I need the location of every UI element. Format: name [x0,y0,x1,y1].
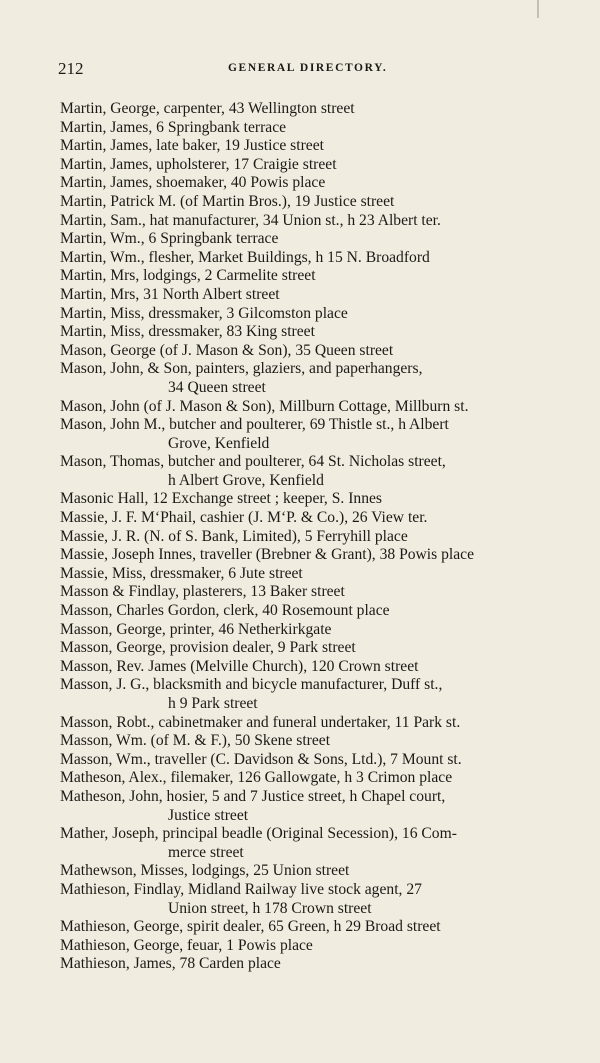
directory-entry [60,658,565,677]
entry-text: Martin, James, late baker, 19 Justice street [60,137,324,155]
directory-entry [60,267,565,286]
entry-text: Mathieson, Findlay, Midland Railway live stock agent, 27 [60,880,422,898]
entry-text: Massie, J. F. M‘Phail, cashier (J. M‘P. & Co.), 26 View ter. [60,509,428,527]
entry-text: Martin, James, upholsterer, 17 Craigie street [60,155,337,173]
directory-entry [60,639,565,658]
directory-entry [60,398,565,417]
directory-entry [60,490,565,509]
entry-text: Martin, Wm., 6 Springbank terrace [60,230,279,248]
page-header [58,59,563,81]
paper-mark [537,0,539,18]
directory-entry [60,323,565,342]
entry-text: Masson, George, printer, 46 Netherkirkgate [60,620,332,638]
directory-entry [60,751,565,770]
entry-text: Masson, Charles Gordon, clerk, 40 Rosemount place [60,602,390,620]
directory-entry [60,732,565,751]
directory-entry [60,249,565,268]
entry-text: Masson & Findlay, plasterers, 13 Baker street [60,583,345,601]
page-number: 212 [58,59,84,78]
entry-text: Matheson, Alex., filemaker, 126 Gallowgate, h 3 Crimon place [60,769,453,787]
entry-text: Massie, Joseph Innes, traveller (Brebner & Grant), 38 Powis place [60,546,474,564]
entry-text: Masson, Wm. (of M. & F.), 50 Skene street [60,732,331,750]
entry-continuation: Grove, Kenfield [168,434,270,452]
directory-entry [60,769,565,788]
directory-entry [60,676,565,713]
directory-entry [60,156,565,175]
entry-text: Martin, Wm., flesher, Market Buildings, h 15 N. Broadford [60,248,430,266]
directory-entry [60,881,565,918]
directory-entry [60,305,565,324]
entry-text: Martin, Miss, dressmaker, 83 King street [60,323,315,341]
entry-text: Mason, John, & Son, painters, glaziers, and paperhangers, [60,360,423,378]
entry-text: Masonic Hall, 12 Exchange street ; keeper, S. Innes [60,490,382,508]
directory-entry [60,825,565,862]
entry-continuation: h Albert Grove, Kenfield [168,471,324,489]
entry-text: Massie, J. R. (N. of S. Bank, Limited), 5 Ferryhill place [60,527,408,545]
entry-text: Mathieson, George, feuar, 1 Powis place [60,936,313,954]
directory-entry [60,955,565,974]
directory-entry [60,193,565,212]
directory-entry [60,621,565,640]
entry-text: Masson, George, provision dealer, 9 Park street [60,639,356,657]
entry-text: Mason, Thomas, butcher and poulterer, 64 St. Nicholas street, [60,453,446,471]
entry-continuation: Justice street [168,806,249,824]
entry-text: Mather, Joseph, principal beadle (Original Secession), 16 Com- [60,825,457,843]
entry-text: Matheson, John, hosier, 5 and 7 Justice street, h Chapel court, [60,787,446,805]
directory-entry [60,528,565,547]
directory-entry [60,862,565,881]
directory-entry [60,360,565,397]
entry-text: Massie, Miss, dressmaker, 6 Jute street [60,564,303,582]
directory-entry [60,509,565,528]
directory-entry [60,918,565,937]
entry-text: Masson, Wm., traveller (C. Davidson & Sons, Ltd.), 7 Mount st. [60,750,462,768]
directory-entry [60,416,565,453]
entry-text: Martin, Mrs, 31 North Albert street [60,285,280,303]
entry-text: Martin, Mrs, lodgings, 2 Carmelite street [60,267,316,285]
directory-entry [60,453,565,490]
entry-continuation: 34 Queen street [168,378,266,396]
directory-entry [60,583,565,602]
directory-entries [60,100,565,974]
entry-continuation: merce street [168,843,244,861]
directory-entry [60,546,565,565]
entry-text: Mathieson, George, spirit dealer, 65 Green, h 29 Broad street [60,918,441,936]
directory-entry [60,602,565,621]
entry-continuation: Union street, h 178 Crown street [168,899,372,917]
entry-text: Martin, James, shoemaker, 40 Powis place [60,174,326,192]
running-title: GENERAL DIRECTORY. [228,62,388,74]
entry-text: Martin, Miss, dressmaker, 3 Gilcomston place [60,304,348,322]
directory-entry [60,230,565,249]
entry-continuation: h 9 Park street [168,695,258,712]
directory-entry [60,342,565,361]
entry-text: Mason, George (of J. Mason & Son), 35 Queen street [60,341,394,359]
entry-text: Masson, Robt., cabinetmaker and funeral undertaker, 11 Park st. [60,713,461,731]
directory-entry [60,937,565,956]
entry-text: Mason, John (of J. Mason & Son), Millburn Cottage, Millburn st. [60,397,469,415]
entry-text: Mathieson, James, 78 Carden place [60,955,281,973]
entry-text: Mathewson, Misses, lodgings, 25 Union street [60,862,350,880]
entry-text: Masson, J. G., blacksmith and bicycle manufacturer, Duff st., [60,676,443,694]
directory-entry [60,174,565,193]
directory-entry [60,565,565,584]
directory-entry [60,100,565,119]
entry-text: Mason, John M., butcher and poulterer, 69 Thistle st., h Albert [60,416,449,434]
entry-text: Martin, James, 6 Springbank terrace [60,118,287,136]
directory-entry [60,788,565,825]
entry-text: Martin, Sam., hat manufacturer, 34 Union st., h 23 Albert ter. [60,211,441,229]
directory-entry [60,119,565,138]
entry-text: Martin, George, carpenter, 43 Wellington street [60,100,355,117]
entry-text: Martin, Patrick M. (of Martin Bros.), 19 Justice street [60,192,395,210]
entry-text: Masson, Rev. James (Melville Church), 120 Crown street [60,657,419,675]
directory-entry [60,137,565,156]
directory-entry [60,286,565,305]
directory-entry [60,714,565,733]
directory-entry [60,212,565,231]
